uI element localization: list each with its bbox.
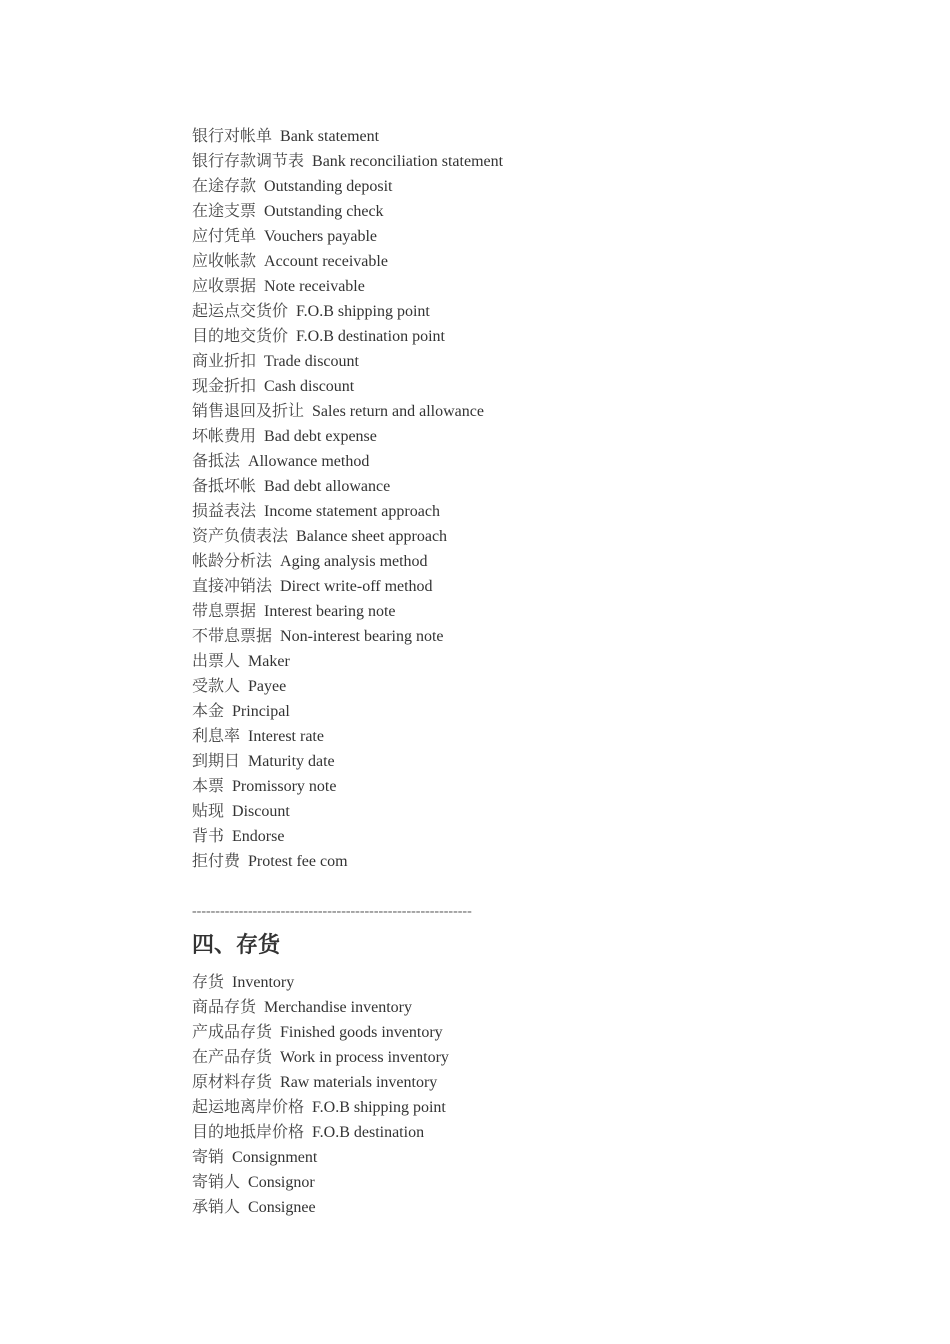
term-english: Promissory note <box>232 778 337 795</box>
term-english: Bank statement <box>280 128 380 145</box>
term-english: Sales return and allowance <box>312 403 484 420</box>
glossary-entry <box>192 624 832 649</box>
term-english: Outstanding deposit <box>264 178 393 195</box>
term-english: Inventory <box>232 974 295 991</box>
term-chinese: 带息票据 <box>192 603 257 620</box>
term-chinese: 坏帐费用 <box>192 428 257 445</box>
glossary-entry <box>192 249 832 274</box>
term-english: F.O.B destination point <box>296 328 445 345</box>
glossary-entry <box>192 424 832 449</box>
glossary-entry <box>192 124 832 149</box>
term-english: F.O.B shipping point <box>312 1099 446 1116</box>
glossary-entry <box>192 649 832 674</box>
term-chinese: 在途支票 <box>192 203 257 220</box>
term-english: Aging analysis method <box>280 553 428 570</box>
term-chinese: 不带息票据 <box>192 628 273 645</box>
term-english: Consignor <box>248 1174 315 1191</box>
term-english: Trade discount <box>264 353 359 370</box>
glossary-entry <box>192 674 832 699</box>
glossary-entry <box>192 824 832 849</box>
glossary-entry <box>192 474 832 499</box>
term-english: Allowance method <box>248 453 370 470</box>
glossary-entry <box>192 1195 832 1220</box>
glossary-entry <box>192 174 832 199</box>
term-english: F.O.B destination <box>312 1124 425 1141</box>
glossary-entry <box>192 995 832 1020</box>
term-chinese: 起运点交货价 <box>192 303 289 320</box>
term-english: Consignment <box>232 1149 318 1166</box>
glossary-entry <box>192 699 832 724</box>
term-chinese: 应付凭单 <box>192 228 257 245</box>
term-chinese: 资产负债表法 <box>192 528 289 545</box>
glossary-entry <box>192 199 832 224</box>
term-chinese: 应收帐款 <box>192 253 257 270</box>
glossary-entry <box>192 1045 832 1070</box>
glossary-entry <box>192 1020 832 1045</box>
glossary-entry <box>192 299 832 324</box>
term-english: F.O.B shipping point <box>296 303 430 320</box>
glossary-entry <box>192 1120 832 1145</box>
term-chinese: 出票人 <box>192 653 241 670</box>
term-english: Raw materials inventory <box>280 1074 438 1091</box>
term-english: Bad debt expense <box>264 428 377 445</box>
term-chinese: 银行存款调节表 <box>192 153 305 170</box>
term-english: Discount <box>232 803 290 820</box>
term-english: Maturity date <box>248 753 335 770</box>
term-chinese: 受款人 <box>192 678 241 695</box>
term-english: Merchandise inventory <box>264 999 412 1016</box>
term-chinese: 拒付费 <box>192 853 241 870</box>
term-chinese: 现金折扣 <box>192 378 257 395</box>
term-english: Interest bearing note <box>264 603 396 620</box>
glossary-entry <box>192 149 832 174</box>
glossary-entry <box>192 599 832 624</box>
term-chinese: 到期日 <box>192 753 241 770</box>
term-english: Account receivable <box>264 253 388 270</box>
document-page <box>192 124 832 1220</box>
term-chinese: 备抵法 <box>192 453 241 470</box>
glossary-entry <box>192 349 832 374</box>
term-english: Work in process inventory <box>280 1049 449 1066</box>
term-english: Finished goods inventory <box>280 1024 443 1041</box>
term-english: Cash discount <box>264 378 355 395</box>
term-english: Principal <box>232 703 290 720</box>
term-chinese: 目的地抵岸价格 <box>192 1124 305 1141</box>
glossary-entry <box>192 274 832 299</box>
term-english: Interest rate <box>248 728 324 745</box>
glossary-entry <box>192 1095 832 1120</box>
glossary-entry <box>192 499 832 524</box>
term-english: Income statement approach <box>264 503 440 520</box>
glossary-entry <box>192 749 832 774</box>
term-chinese: 本金 <box>192 703 225 720</box>
glossary-entry <box>192 224 832 249</box>
term-chinese: 在产品存货 <box>192 1049 273 1066</box>
glossary-entry <box>192 524 832 549</box>
glossary-entry <box>192 449 832 474</box>
term-english: Payee <box>248 678 287 695</box>
term-english: Maker <box>248 653 290 670</box>
glossary-entry <box>192 724 832 749</box>
glossary-entry <box>192 549 832 574</box>
glossary-entry <box>192 324 832 349</box>
glossary-entry <box>192 1145 832 1170</box>
glossary-list-receivables <box>192 124 832 874</box>
term-english: Non-interest bearing note <box>280 628 444 645</box>
term-chinese: 银行对帐单 <box>192 128 273 145</box>
term-english: Bad debt allowance <box>264 478 391 495</box>
term-chinese: 起运地离岸价格 <box>192 1099 305 1116</box>
glossary-entry <box>192 1170 832 1195</box>
term-chinese: 销售退回及折让 <box>192 403 305 420</box>
term-english: Protest fee com <box>248 853 348 870</box>
glossary-entry <box>192 374 832 399</box>
term-chinese: 寄销人 <box>192 1174 241 1191</box>
term-english: Vouchers payable <box>264 228 378 245</box>
term-english: Note receivable <box>264 278 365 295</box>
glossary-entry <box>192 970 832 995</box>
term-chinese: 背书 <box>192 828 225 845</box>
glossary-entry <box>192 849 832 874</box>
term-english: Balance sheet approach <box>296 528 448 545</box>
term-chinese: 承销人 <box>192 1199 241 1216</box>
term-chinese: 利息率 <box>192 728 241 745</box>
glossary-entry <box>192 774 832 799</box>
glossary-entry <box>192 799 832 824</box>
section-divider: ------------------------------------------------------------ <box>192 904 472 919</box>
term-chinese: 商品存货 <box>192 999 257 1016</box>
term-chinese: 商业折扣 <box>192 353 257 370</box>
term-chinese: 产成品存货 <box>192 1024 273 1041</box>
term-chinese: 在途存款 <box>192 178 257 195</box>
term-english: Outstanding check <box>264 203 384 220</box>
glossary-entry <box>192 399 832 424</box>
term-english: Direct write-off method <box>280 578 433 595</box>
term-chinese: 帐龄分析法 <box>192 553 273 570</box>
glossary-entry <box>192 1070 832 1095</box>
term-chinese: 存货 <box>192 974 225 991</box>
term-english: Bank reconciliation statement <box>312 153 504 170</box>
term-chinese: 损益表法 <box>192 503 257 520</box>
glossary-list-inventory <box>192 970 832 1220</box>
term-chinese: 备抵坏帐 <box>192 478 257 495</box>
glossary-entry <box>192 574 832 599</box>
term-chinese: 应收票据 <box>192 278 257 295</box>
term-chinese: 直接冲销法 <box>192 578 273 595</box>
term-chinese: 原材料存货 <box>192 1074 273 1091</box>
term-chinese: 目的地交货价 <box>192 328 289 345</box>
term-chinese: 寄销 <box>192 1149 225 1166</box>
section-heading-inventory: 四、存货 <box>192 933 281 958</box>
term-english: Consignee <box>248 1199 316 1216</box>
term-chinese: 本票 <box>192 778 225 795</box>
term-chinese: 贴现 <box>192 803 225 820</box>
term-english: Endorse <box>232 828 285 845</box>
